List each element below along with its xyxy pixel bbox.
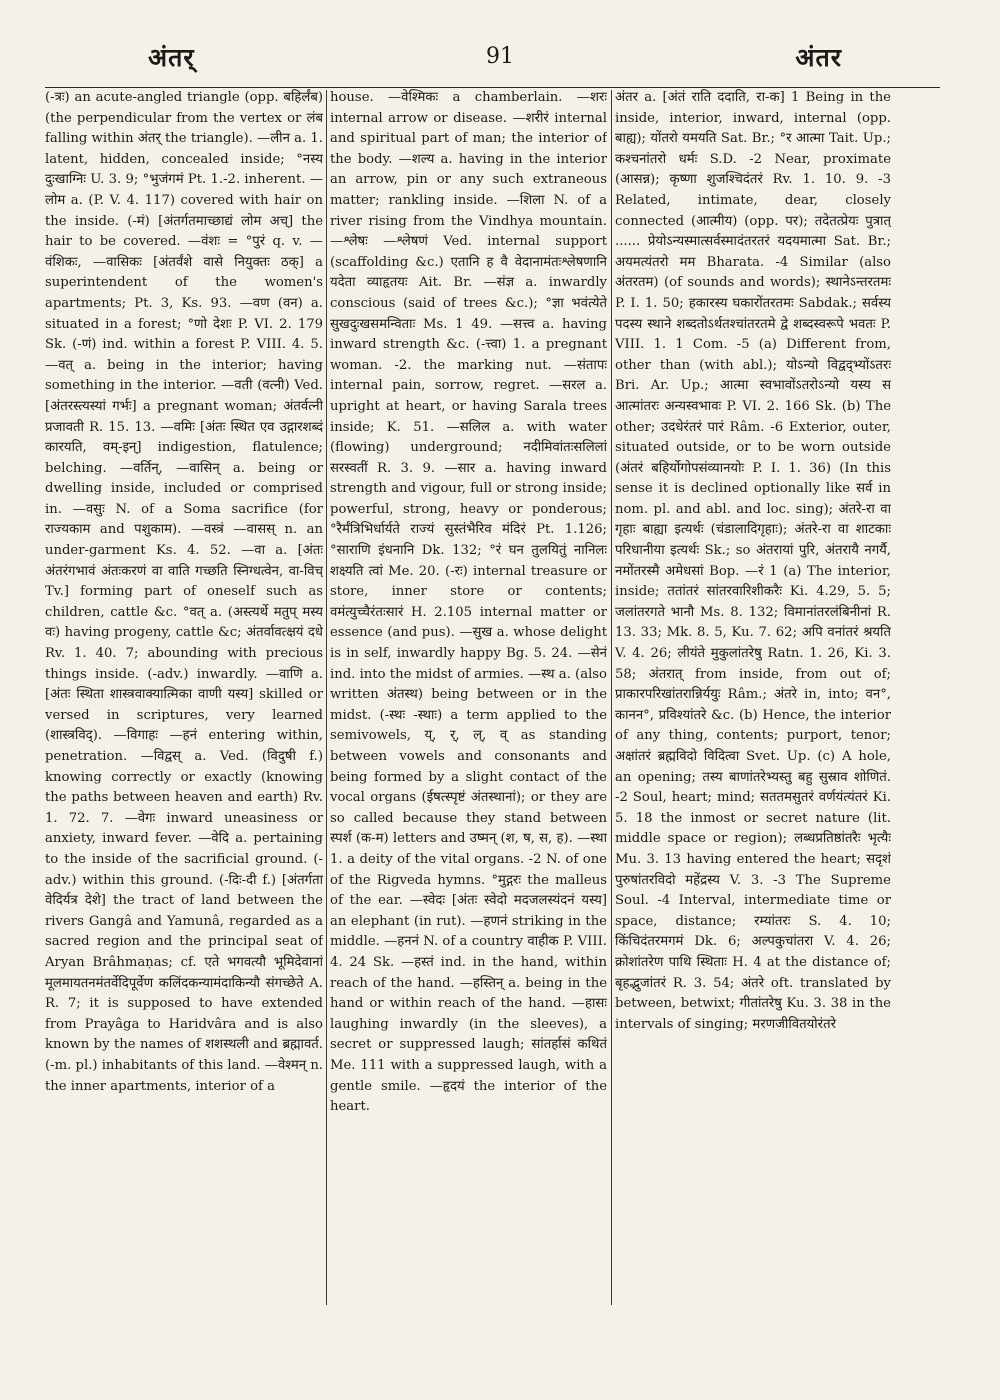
column-divider-2: [611, 90, 612, 1305]
column-middle-text: house. —वेश्मिकः a chamberlain. —शरः internal arrow or disease. —शरीरं internal and spiritual part of man; the interior of the body. —शल्य a. having in the interior an arrow, pin or any such extraneous matter; rankling inside. —शिला N. of a river rising from the Vindhya mountain. —श्लेषः —श्लेषणं Ved. internal support (scaffolding &c.) एतानि ह वै वेदानामंतःश्लेषणानि यदेता व्याहृतयः Ait. Br. —संज्ञ a. inwardly conscious (said of trees &c.); °ज्ञा भवंत्येते सुखदुःखसमन्विताः Ms. 1 49. —सत्त्व a. having inward strength &c. (-त्त्वा) 1. a pregnant woman. -2. the marking nut. —संतापः internal pain, sorrow, regret. —सरल a. upright at heart, or having Sarala trees inside; K. 51. —सलिल a. with water (flowing) underground; नदीमिवांतःसलिलां सरस्वतीं R. 3. 9. —सार a. having inward strength and vigour, full or strong inside; powerful, strong, heavy or ponderous; °रैर्मंत्रिभिर्धार्यते राज्यं सुस्तंभैरिव मंदिरं Pt. 1.126; °साराणि इंधनानि Dk. 132; °रं घन तुलयितुं नानिलः शक्ष्यति त्वां Me. 20. (-रः) internal treasure or store, inner store or contents; वमंत्युच्चैरंतःसारं H. 2.105 internal matter or essence (and pus). —सुख a. whose delight is in self, inwardly happy Bg. 5. 24. —सेनं ind. into the midst of armies. —स्थ a. (also written अंतस्थ) being between or in the midst. (-स्थः -स्थाः) a term applied to the semivowels, य्, र्, ल्, व् as standing between vowels and consonants and being formed by a slight contact of the vocal organs (ईषत्स्पृष्टं अंतस्थानां); or they are so called because they stand between स्पर्श (क-म) letters and उष्मन् (श, ष, स, ह). —स्था 1. a deity of the vital organs. -2 N. of one of the Rigveda hymns. °मुद्गरः the malleus of the ear. —स्वेदः [अंतः स्वेदो मदजलस्यंदनं यस्य] an elephant (in rut). —हणनं striking in the middle. —हननं N. of a country वाहीक P. VIII. 4. 24 Sk. —हस्तं ind. in the hand, within reach of the hand. —हस्तिन् a. being in the hand or within reach of the hand. —हासः laughing inwardly (in the sleeves), a secret or suppressed laugh; सांतर्हासं कथितं Me. 111 with a suppressed laugh, with a gentle smile. —हृदयं the interior of the heart.: [330, 90, 607, 1115]
page-number: 91: [486, 44, 514, 69]
column-divider-1: [326, 90, 327, 1305]
page-header: [40, 36, 960, 80]
column-right: [615, 88, 891, 1378]
column-left-text: (-त्रः) an acute-angled triangle (opp. बहिर्लंब) (the perpendicular from the vertex or लंब falling within अंतर् the triangle). —लीन a. 1. latent, hidden, concealed inside; °नस्य दुःखाग्निः U. 3. 9; °भुजंगमं Pt. 1.-2. inherent. —लोम a. (P. V. 4. 117) covered with hair on the inside. (-मं) [अंतर्गतमाच्छाद्यं लोम अच्] the hair to be covered. —वंशः = °पुरं q. v. —वंशिकः, —वासिकः [अंतर्वंशे वासे नियुक्तः ठक्] a superintendent of the women's apartments; Pt. 3, Ks. 93. —वण (वन) a. situated in a forest; °णो देशः P. VI. 2. 179 Sk. (-णं) ind. within a forest P. VIII. 4. 5. —वत् a. being in the interior; having something in the interior. —वती (वत्नी) Ved. [अंतरस्त्यस्यां गर्भः] a pregnant woman; अंतर्वत्नी प्रजावती R. 15. 13. —वमिः [अंतः स्थित एव उद्गारशब्दं कारयति, वम्-इन्] indigestion, flatulence; belching. —वर्तिन्, —वासिन् a. being or dwelling inside, included or comprised in. —वसुः N. of a Soma sacrifice (for राज्यकाम and पशुकाम). —वस्त्रं —वासस् n. an under-garment Ks. 4. 52. —वा a. [अंतः अंतरंगभावं अंतःकरणं वा वाति गच्छति स्निग्धत्वेन, वा-विच् Tv.] forming part of oneself such as children, cattle &c. °वत् a. (अस्त्यर्थे मतुप् मस्य वः) having progeny, cattle &c; अंतर्वावत्क्षयं दधे Rv. 1. 40. 7; abounding with precious things inside. (-adv.) inwardly. —वाणि a. [अंतः स्थिता शास्त्रवाक्यात्मिका वाणी यस्य] skilled or versed in scriptures, very learned (शास्त्रविद्). —विगाहः —हनं entering within, penetration. —विद्वस् a. Ved. (विदुषी f.) knowing correctly or exactly (knowing the paths between heaven and earth) Rv. 1. 72. 7. —वेगः inward uneasiness or anxiety, inward fever. —वेदि a. pertaining to the inside of the sacrificial ground. (-adv.) within this ground. (-दिः-दी f.) [अंतर्गता वेदिर्यत्र देशे] the tract of land between the rivers Gangâ and Yamunâ, regarded as a sacred region and the principal seat of Aryan Brâhmaṇas; cf. एते भगवत्यौ भूमिदेवानां मूलमायतनमंतर्वेदिपूर्वेण कलिंदकन्यामंदाकिन्यौ संगच्छेते A. R. 7; it is supposed to have extended from Prayâga to Haridvâra and is also known by the names of शशस्थली and ब्रह्मावर्त. (-m. pl.) inhabitants of this land. —वेश्मन् n. the inner apartments, interior of a: [45, 90, 323, 1094]
column-right-text: अंतर a. [अंतं राति ददाति, रा-क] 1 Being in the inside, interior, inward, internal (opp. बाह्य); योंतरो यमयति Sat. Br.; °र आत्मा Tait. Up.; कश्चनांतरो धर्मः S.D. -2 Near, proximate (आसन्न); कृष्णा शुजश्चिदंतरं Rv. 1. 10. 9. -3 Related, intimate, dear, closely connected (आत्मीय) (opp. पर); तदेतत्प्रेयः पुत्रात् ...... प्रेयोऽन्यस्मात्सर्वस्मादंतरतरं यदयमात्मा Sat. Br.; अयमत्यंतरो मम Bharata. -4 Similar (also अंतरतम) (of sounds and words); स्थानेऽन्तरतमः P. I. 1. 50; हकारस्य घकारोंतरतमः Sabdak.; सर्वस्य पदस्य स्थाने शब्दतोऽर्थतश्चांतरतमे द्वे शब्दस्वरूपे भवतः P. VIII. 1. 1 Com. -5 (a) Different from, other than (with abl.); योऽन्यो विद्वद्भ्योंऽतरः Bri. Ar. Up.; आत्मा स्वभावोंऽतरोऽन्यो यस्य स आत्मांतरः अन्यस्वभावः P. VI. 2. 166 Sk. (b) The other; उदधेरंतरं पारं Râm. -6 Exterior, outer, situated outside, or to be worn outside (अंतरं बहिर्योगोपसंव्यानयोः P. I. 1. 36) (In this sense it is declined optionally like सर्व in nom. pl. and abl. and loc. sing); अंतरे-रा वा गृहाः बाह्या इत्यर्थः (चंडालादिगृहाः); अंतरे-रा वा शाटकाः परिधानीया इत्यर्थः Sk.; so अंतरायां पुरि, अंतरायै नगर्यै, नमोंतरस्मै अमेधसां Bop. —रं 1 (a) The interior, inside; ततांतरं सांतरवारिशीकरैः Ki. 4.29, 5. 5; जलांतरगते भानौ Ms. 8. 132; विमानांतरलंबिनीनां R. 13. 33; Mk. 8. 5, Ku. 7. 62; अपि वनांतरं श्रयति V. 4. 26; लीयंते मुकुलांतरेषु Ratn. 1. 26, Ki. 3. 58; अंतरात् from inside, from out of; प्राकारपरिखांतरान्निर्ययुः Râm.; अंतरे in, into; वन°, कानन°, प्रविश्यांतरे &c. (b) Hence, the interior of any thing, contents; purport, tenor; अक्षांतरं ब्रह्मविदो विदित्वा Svet. Up. (c) A hole, an opening; तस्य बाणांतरेभ्यस्तु बहु सुस्राव शोणितं. -2 Soul, heart; mind; सततमसुतरं वर्णयंत्यंतरं Ki. 5. 18 the inmost or secret nature (lit. middle space or region); लब्धप्रतिष्ठांतरैः भृत्यैः Mu. 3. 13 having entered the heart; सदृशं पुरुषांतरविदो महेंद्रस्य V. 3. -3 The Supreme Soul. -4 Interval, intermediate time or space, distance; रम्यांतरः S. 4. 10; किंचिदंतरमगमं Dk. 6; अल्पकुचांतरा V. 4. 26; क्रोशांतरेण पाथि स्थिताः H. 4 at the distance of; बृहद्भुजांतरं R. 3. 54; अंतरे oft. translated by between, betwixt; गीतांतरेषु Ku. 3. 38 in the intervals of singing; मरणजीवितयोरंतरे: [615, 90, 891, 1032]
right-running-headword: अंतर: [795, 43, 842, 72]
column-left: [45, 88, 323, 1378]
column-middle: [330, 88, 607, 1378]
left-running-headword: अंतर्: [148, 43, 195, 72]
